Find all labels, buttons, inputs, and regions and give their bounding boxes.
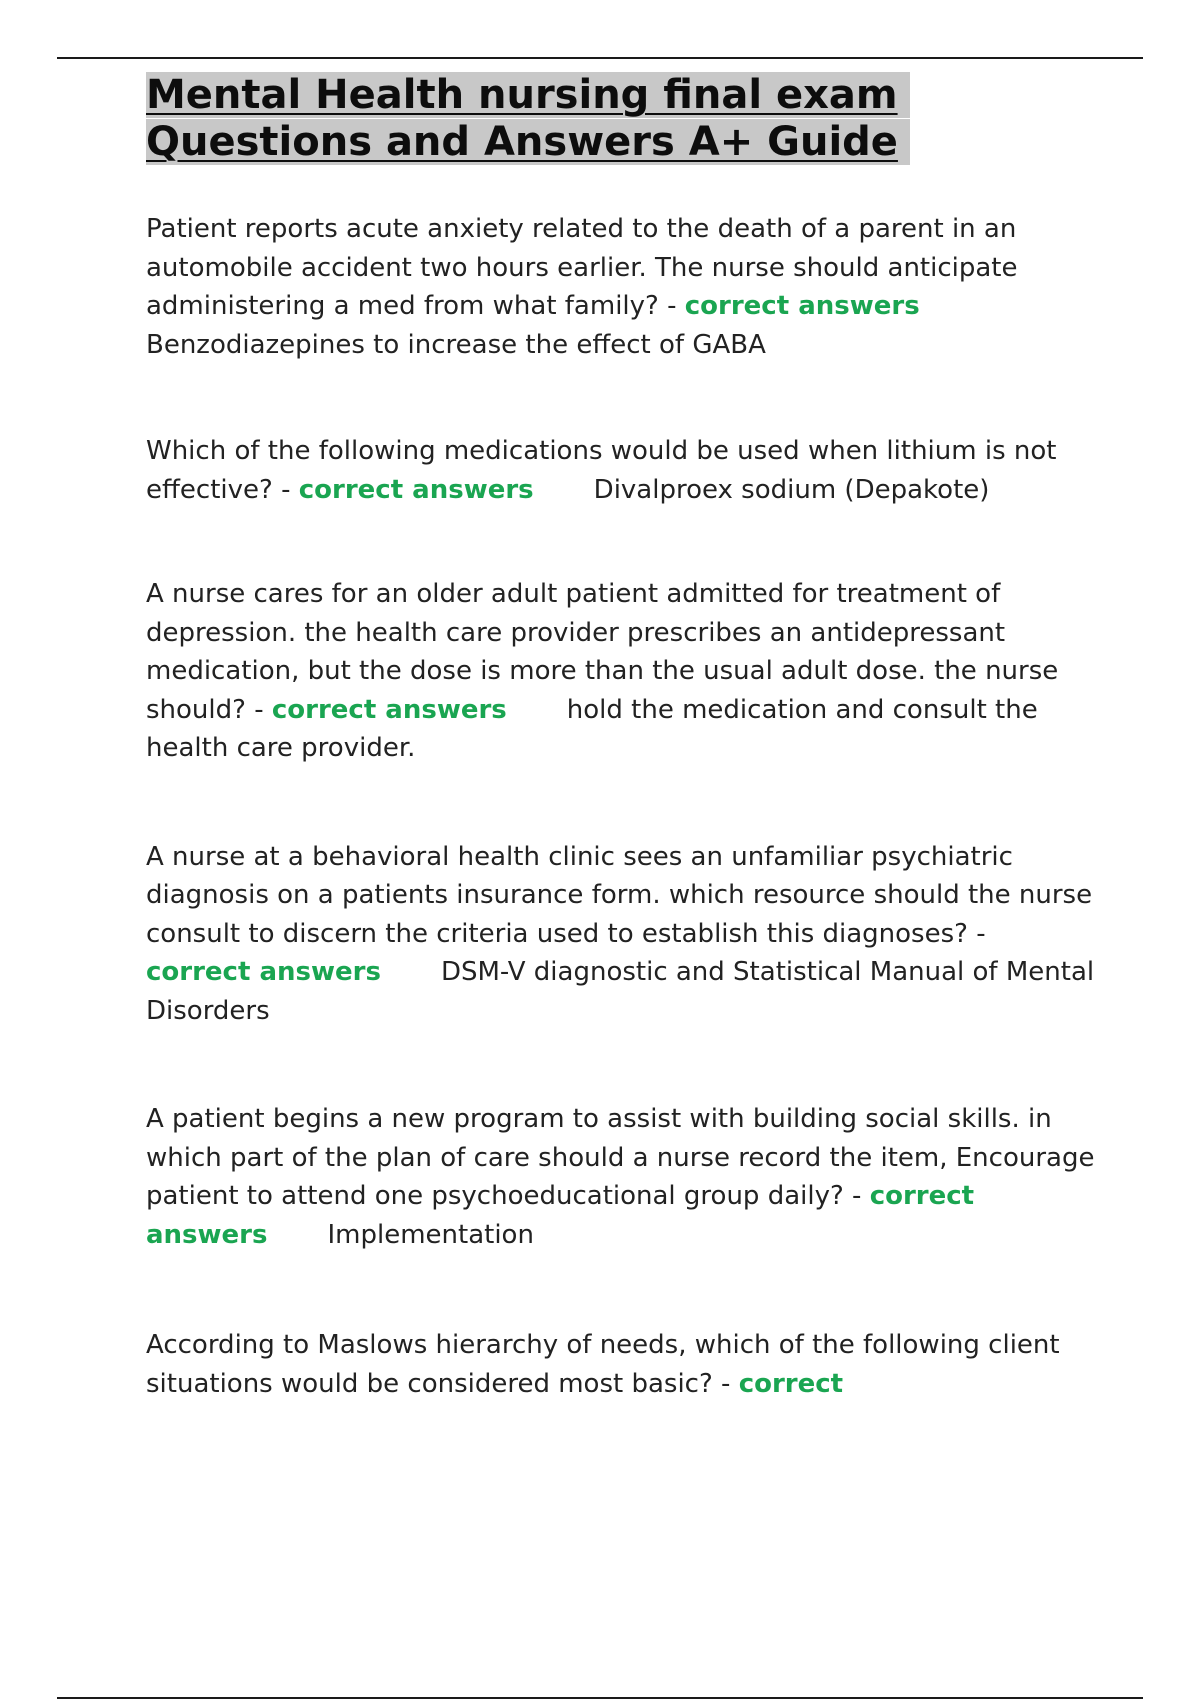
correct-answers-marker: correct answers [298, 474, 534, 505]
document-title [146, 72, 1096, 166]
answer-text: DSM-V diagnostic and Statistical Manual of Mental Disorders [146, 957, 1095, 1026]
document-body [146, 72, 1096, 1403]
title-line-2: Questions and Answers A+ Guide [146, 119, 910, 165]
qa-item [146, 432, 1096, 509]
correct-answers-marker: correct answers [146, 957, 381, 987]
qa-item [146, 210, 1096, 364]
separator: - [658, 291, 685, 321]
separator: - [245, 694, 272, 725]
separator: - [843, 1181, 870, 1211]
top-rule [57, 57, 1143, 59]
question-text: A nurse cares for an older adult patient admitted for treatment of depression. the health care provider prescribes an antidepressant medication, but the dose is more than the usual adult dose. the nurse should? [146, 579, 1059, 725]
question-text: According to Maslows hierarchy of needs, which of the following client situations would be considered most basic? [146, 1330, 1060, 1399]
answer-text: Divalproex sodium (Depakote) [593, 474, 990, 505]
title-line-1: Mental Health nursing final exam [146, 72, 910, 118]
bottom-rule [57, 1697, 1143, 1699]
question-text: A patient begins a new program to assist with building social skills. in which part of the plan of care should a nurse record the item, Encourage patient to attend one psychoeducational group daily? [146, 1104, 1095, 1211]
qa-list [146, 210, 1096, 1403]
qa-item [146, 1326, 1096, 1403]
qa-item [146, 1100, 1096, 1254]
question-text: Patient reports acute anxiety related to the death of a parent in an automobile accident two hours earlier. The nurse should anticipate administering a med from what family? [146, 214, 1018, 321]
qa-item [146, 575, 1096, 768]
qa-item [146, 838, 1096, 1031]
correct-answers-marker: correct [738, 1368, 844, 1399]
separator: - [712, 1368, 739, 1399]
separator: - [967, 918, 986, 949]
correct-answers-marker: correct answers [146, 1181, 975, 1250]
answer-text: Benzodiazepines to increase the effect of GABA [146, 329, 766, 360]
answer-text: hold the medication and consult the health care provider. [146, 694, 1038, 763]
separator: - [272, 474, 299, 505]
question-text: A nurse at a behavioral health clinic sees an unfamiliar psychiatric diagnosis on a patients insurance form. which resource should the nurse consult to discern the criteria used to establish this diagnoses? [146, 841, 1093, 949]
answer-text: Implementation [327, 1219, 534, 1250]
correct-answers-marker: correct answers [684, 291, 920, 321]
question-text: Which of the following medications would be used when lithium is not effective? [146, 436, 1057, 505]
correct-answers-marker: correct answers [271, 694, 507, 725]
